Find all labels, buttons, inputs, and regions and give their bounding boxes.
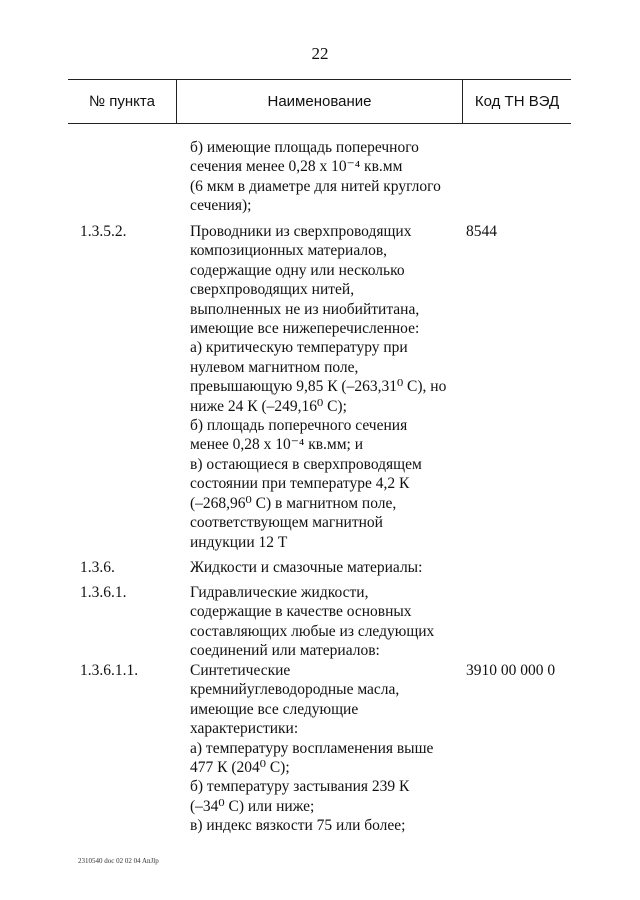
- description-line: содержащие одну или несколько: [190, 261, 405, 279]
- row-description: [190, 222, 460, 552]
- row-description: [190, 138, 460, 216]
- description-line: состоянии при температуре 4,2 К: [190, 475, 410, 493]
- footer-doc-id: 2310540 doc 02 02 04 AnJlp: [78, 857, 159, 865]
- description-line: а) температуру воспламенения выше: [190, 739, 434, 757]
- description-line: композиционных материалов,: [190, 242, 388, 260]
- item-number: 1.3.6.1.1.: [80, 662, 139, 679]
- row-description: [190, 661, 460, 836]
- description-line: б) площадь поперечного сечения: [190, 417, 408, 435]
- description-line: Гидравлические жидкости,: [190, 584, 369, 601]
- description-line: имеющие все нижеперечисленное:: [190, 320, 420, 338]
- description-line: превышающую 9,85 К (–263,31⁰ С), но: [190, 378, 447, 396]
- description-line: Проводники из сверхпроводящих: [190, 223, 412, 240]
- description-line: характеристики:: [190, 720, 299, 738]
- description-line: Жидкости и смазочные материалы:: [190, 559, 423, 576]
- description-line: а) критическую температуру при: [190, 339, 408, 357]
- header-top-rule: [68, 79, 571, 80]
- description-line: соответствующем магнитной: [190, 514, 383, 532]
- tnved-code: 8544: [466, 223, 497, 240]
- description-line: Синтетические: [190, 662, 291, 679]
- description-line: (–34⁰ С) или ниже;: [190, 797, 315, 815]
- page-number: 22: [311, 44, 329, 63]
- header-item-number: № пункта: [89, 93, 155, 110]
- description-line: индукции 12 Т: [190, 533, 288, 551]
- header-name: Наименование: [267, 93, 372, 110]
- description-line: выполненных не из ниобийтитана,: [190, 300, 420, 318]
- row-description: [190, 558, 460, 577]
- item-number: 1.3.6.1.: [80, 584, 127, 601]
- description-line: содержащие в качестве основных: [190, 603, 412, 621]
- item-number: 1.3.5.2.: [80, 223, 127, 240]
- description-line: б) температуру застывания 239 К: [190, 778, 410, 796]
- description-line: менее 0,28 х 10⁻⁴ кв.мм; и: [190, 436, 364, 454]
- description-line: в) остающиеся в сверхпроводящем: [190, 455, 422, 473]
- description-line: кремнийуглеводородные масла,: [190, 681, 400, 699]
- tnved-code: 3910 00 000 0: [466, 662, 556, 679]
- header-code: Код ТН ВЭД: [474, 93, 560, 110]
- description-line: сечения менее 0,28 х 10⁻⁴ кв.мм: [190, 158, 403, 176]
- description-line: имеющие все следующие: [190, 700, 359, 718]
- description-line: в) индекс вязкости 75 или более;: [190, 817, 406, 835]
- description-line: нулевом магнитном поле,: [190, 358, 359, 376]
- description-line: соединений или материалов:: [190, 642, 380, 660]
- description-line: ниже 24 К (–249,16⁰ С);: [190, 397, 347, 415]
- description-line: составляющих любые из следующих: [190, 622, 435, 640]
- description-line: сечения);: [190, 197, 252, 215]
- row-description: [190, 583, 460, 661]
- header-bottom-rule: [68, 123, 571, 124]
- description-line: сверхпроводящих нитей,: [190, 281, 355, 299]
- description-line: 477 К (204⁰ С);: [190, 759, 290, 777]
- item-number: 1.3.6.: [80, 559, 115, 576]
- description-line: б) имеющие площадь поперечного: [190, 139, 419, 156]
- description-line: (–268,96⁰ С) в магнитном поле,: [190, 494, 397, 512]
- description-line: (6 мкм в диаметре для нитей круглого: [190, 177, 441, 195]
